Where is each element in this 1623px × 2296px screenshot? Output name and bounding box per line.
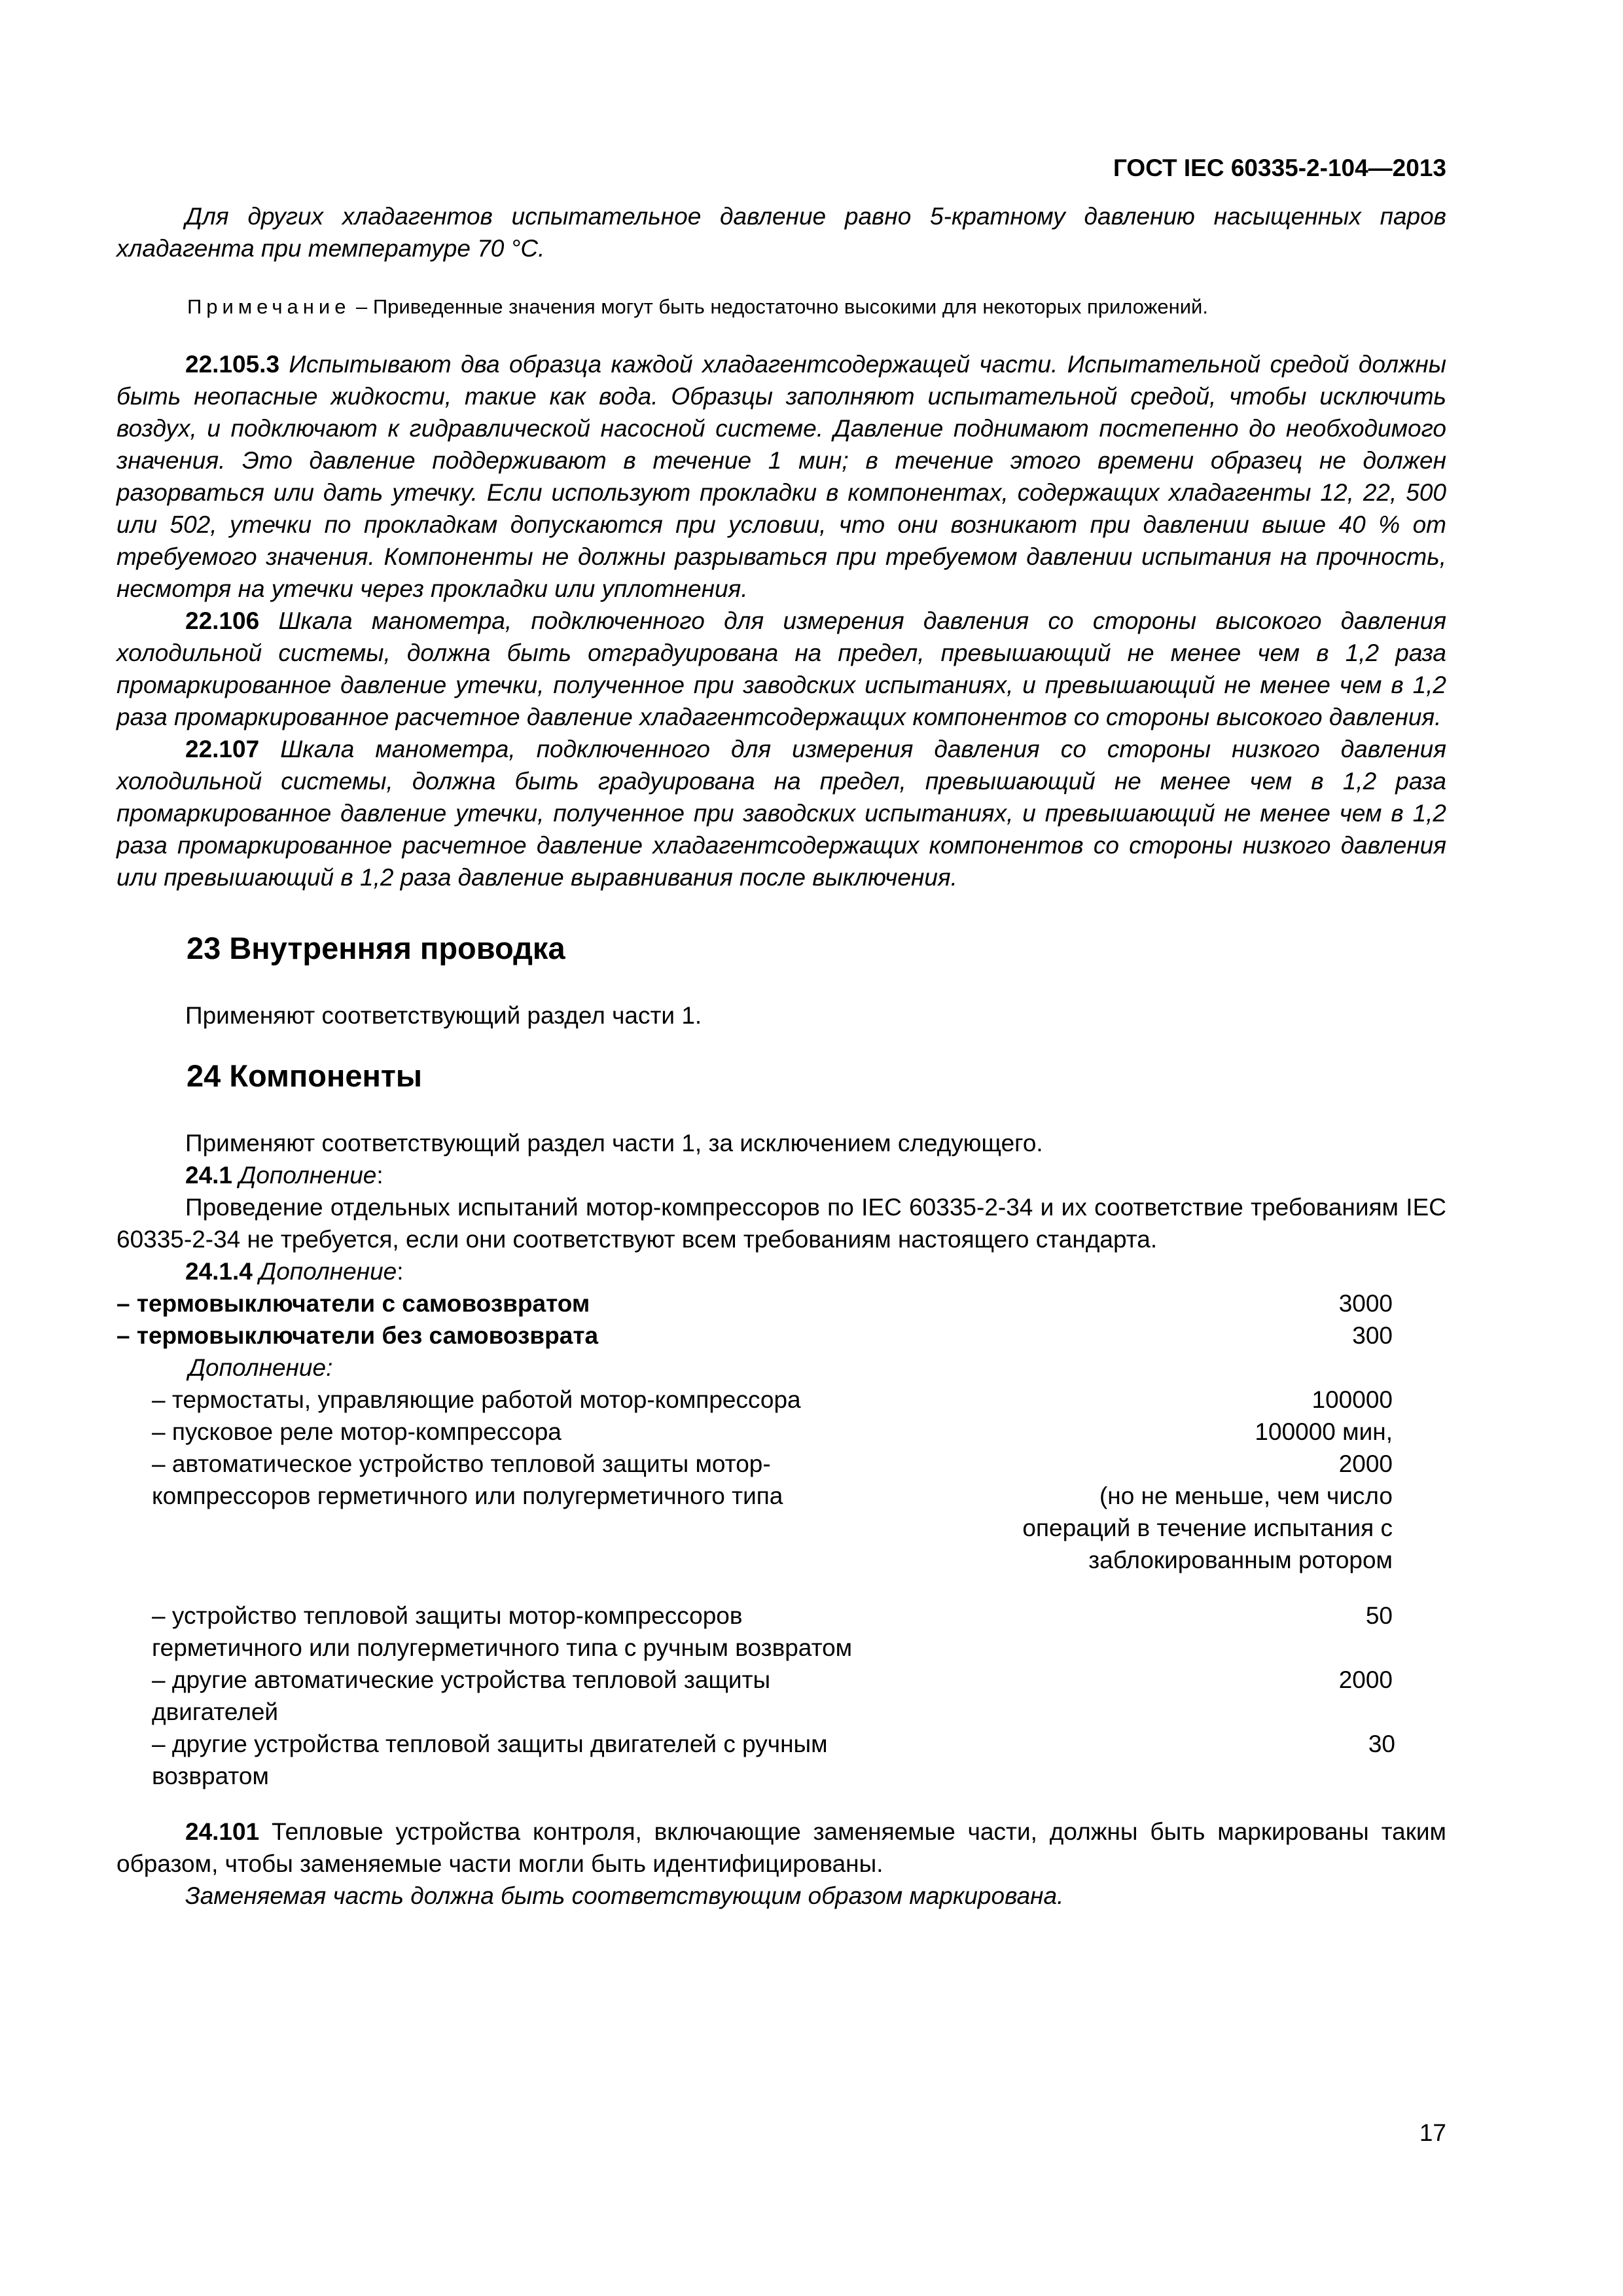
para-24-1 [116,1159,1446,1191]
component-row: – автоматическое устройство тепловой защиты мотор-компрессоров герметичного или полугерметичного типа 2000 (но не меньше, чем число операций в течение испытания с заблокированным ротором [152,1450,1393,1573]
addition-label: Дополнение: [188,1354,333,1381]
para-24-101-italic: Заменяемая часть должна быть соответствующим образом маркирована. [185,1882,1064,1909]
page-body [116,149,1446,1912]
para-24-1-text: Проведение отдельных испытаний мотор-компрессоров по IEC 60335-2-34 и их соответствие требованиям IEC 60335-2-34 не требуется, если они соответствуют всем требованиям настоящего стандарта. [116,1194,1446,1253]
clause-colon: : [397,1258,404,1285]
document-header: ГОСТ IEC 60335-2-104—2013 [1113,154,1446,181]
section-24-text: Применяют соответствующий раздел части 1, за исключением следующего. [185,1130,1043,1157]
clause-label: Дополнение [252,1258,397,1285]
clause-text: Тепловые устройства контроля, включающие заменяемые части, должны быть маркированы таким образом, чтобы заменяемые части могли быть идентифицированы. [116,1818,1446,1877]
component-row: – устройство тепловой защиты мотор-компрессоров герметичного или полугерметичного типа с ручным возвратом 50 [152,1602,1393,1661]
page-number: 17 [1419,2119,1446,2146]
note-text: – Приведенные значения могут быть недостаточно высокими для некоторых приложений. [350,295,1208,318]
clause-colon: : [376,1162,383,1189]
para-22-106 [116,605,1446,733]
para-24-1-4 [116,1255,1446,1287]
clause-text: Испытывают два образца каждой хладагентсодержащей части. Испытательной средой должны быть неопасные жидкости, такие как вода. Образцы заполняют испытательной средой, чтобы исключить воздух, и подключают к гидравлической насосной системе. Давление поднимают постепенно до необходимого значения. Это давление поддерживают в течение 1 мин; в течение этого времени образец не должен разорваться или дать утечку. Если используют прокладки в компонентах, содержащих хладагенты 12, 22, 500 или 502, утечки по прокладкам допускаются при условии, что они возникают при давлении выше 40 % от требуемого значения. Компоненты не должны разрываться при требуемом давлении испытания на прочность, несмотря на утечки через прокладки или уплотнения. [116,351,1446,602]
note-label: Примечание [187,295,351,318]
clause-label: Дополнение [232,1162,377,1189]
component-row: – другие автоматические устройства тепловой защиты двигателей 2000 [152,1666,1393,1725]
bold-row-2: – термовыключатели без самовозврата 300 [116,1322,1393,1349]
section-24-title: 24 Компоненты [187,1058,423,1093]
para-22-107 [116,733,1446,893]
clause-number: 22.106 [185,607,260,634]
section-23-title: 23 Внутренняя проводка [187,931,565,965]
para-22-105-3 [116,348,1446,605]
clause-number: 24.1.4 [185,1258,253,1285]
clause-number: 22.107 [185,736,260,762]
clause-number: 24.101 [185,1818,260,1845]
component-row: – пусковое реле мотор-компрессора 100000 мин, [152,1418,1393,1445]
component-row: – другие устройства тепловой защиты двигателей с ручным возвратом 30 [152,1731,1395,1789]
note [187,295,1446,319]
section-23-text: Применяют соответствующий раздел части 1. [185,1002,702,1029]
clause-text: Шкала манометра, подключенного для измерения давления со стороны высокого давления холодильной системы, должна быть отградуирована на предел, превышающий не менее чем в 1,2 раза промаркированное давление утечки, полученное при заводских испытаниях, и превышающий не менее чем в 1,2 раза промаркированное расчетное давление хладагентсодержащих компонентов со стороны высокого давления. [116,607,1446,730]
clause-text: Шкала манометра, подключенного для измерения давления со стороны низкого давления холодильной системы, должна быть градуирована на предел, превышающий не менее чем в 1,2 раза промаркированное давление утечки, полученное при заводских испытаниях, и превышающий не менее чем в 1,2 раза промаркированное расчетное давление хладагентсодержащих компонентов со стороны низкого давления или превышающий в 1,2 раза давление выравнивания после выключения. [116,736,1446,891]
component-row: – термостаты, управляющие работой мотор-компрессора 100000 [152,1386,1393,1413]
clause-number: 24.1 [185,1162,233,1189]
clause-number: 22.105.3 [185,351,280,378]
para-other-refrigerants: Для других хладагентов испытательное давление равно 5-кратному давлению насыщенных паров хладагента при температуре 70 °С. [116,203,1446,262]
para-24-101 [116,1816,1446,1880]
bold-row-1: – термовыключатели с самовозвратом 3000 [116,1290,1393,1317]
